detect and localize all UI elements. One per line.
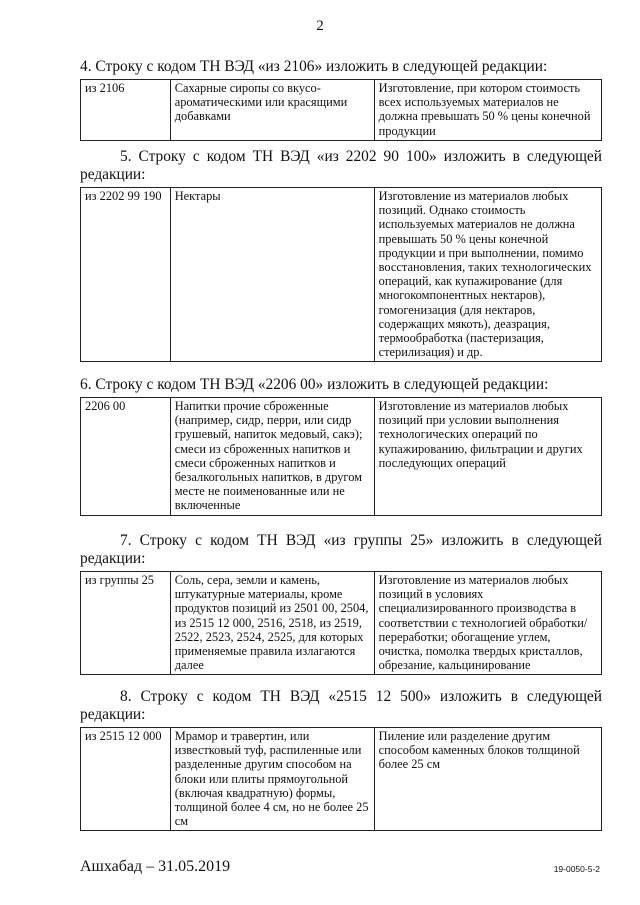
hs-code-cell: из 2106 bbox=[81, 80, 171, 141]
section-heading: 6. Строку с кодом ТН ВЭД «2206 00» изложить в следующей редакции: bbox=[80, 376, 549, 393]
product-description-cell: Соль, сера, земли и камень, штукатурные материалы, кроме продуктов позиций из 2501 00, 2504, из 2515 12 000, 2516, 2518, из 2519, 2522, 2523, 2524, 2525, для которых применяемые правила излагаются далее bbox=[170, 572, 374, 675]
product-description-cell: Нектары bbox=[170, 188, 374, 362]
section-heading: 5. Строку с кодом ТН ВЭД «из 2202 90 100» изложить в следующей редакции: bbox=[80, 148, 602, 183]
code-table bbox=[80, 187, 602, 362]
origin-rule-cell: Изготовление из материалов любых позиций при условии выполнения технологических операций по купажированию, фильтрации и других последующих операций bbox=[374, 398, 601, 516]
amendment-section-6 bbox=[80, 376, 602, 516]
amendment-section-4 bbox=[80, 58, 602, 141]
footer-place-date: Ашхабад – 31.05.2019 bbox=[80, 858, 231, 875]
origin-rule-cell: Изготовление, при котором стоимость всех используемых материалов не должна превышать 50 % цены конечной продукции bbox=[374, 80, 601, 141]
origin-rule-cell: Изготовление из материалов любых позиций. Однако стоимость используемых материалов не должна превышать 50 % цены конечной продукции и при выполнении, помимо восстановления, таких технологических операций, как купажирование (для многокомпонентных нектаров), гомогенизация (для нектаров, содержащих мякоть), деазрация, термообработка (пастеризация, стерилизация) и др. bbox=[374, 188, 601, 362]
code-table bbox=[80, 79, 602, 141]
table-row bbox=[81, 728, 602, 831]
table-row bbox=[81, 188, 602, 362]
origin-rule-cell: Изготовление из материалов любых позиций в условиях специализированного производства в соответствии с технологией обработки/переработки; обогащение углем, очистка, помолка твердых кристаллов, обрезание, кальцинирование bbox=[374, 572, 601, 675]
table-row bbox=[81, 572, 602, 675]
product-description-cell: Напитки прочие сброженные (например, сидр, перри, или сидр грушевый, напиток медовый, сакэ); смеси из сброженных напитков и смеси сброженных напитков и безалкогольных напитков, в другом месте не поименованные или не включенные bbox=[170, 398, 374, 516]
table-row bbox=[81, 398, 602, 516]
hs-code-cell: 2206 00 bbox=[81, 398, 171, 516]
hs-code-cell: из группы 25 bbox=[81, 572, 171, 675]
amendment-section-7 bbox=[80, 532, 602, 675]
code-table bbox=[80, 571, 602, 675]
amendment-section-5 bbox=[80, 148, 602, 362]
footer-document-code: 19-0050-5-2 bbox=[553, 864, 600, 874]
code-table bbox=[80, 397, 602, 516]
section-heading: 7. Строку с кодом ТН ВЭД «из группы 25» изложить в следующей редакции: bbox=[80, 532, 602, 567]
hs-code-cell: из 2515 12 000 bbox=[81, 728, 171, 831]
code-table bbox=[80, 727, 602, 831]
amendment-section-8 bbox=[80, 688, 602, 831]
table-row bbox=[81, 80, 602, 141]
section-heading: 8. Строку с кодом ТН ВЭД «2515 12 500» изложить в следующей редакции: bbox=[80, 688, 602, 723]
page-number: 2 bbox=[316, 18, 324, 34]
section-heading: 4. Строку с кодом ТН ВЭД «из 2106» изложить в следующей редакции: bbox=[80, 58, 548, 75]
hs-code-cell: из 2202 99 190 bbox=[81, 188, 171, 362]
origin-rule-cell: Пиление или разделение другим способом каменных блоков толщиной более 25 см bbox=[374, 728, 601, 831]
product-description-cell: Сахарные сиропы со вкусо-ароматическими или красящими добавками bbox=[170, 80, 374, 141]
product-description-cell: Мрамор и травертин, или известковый туф, распиленные или разделенные другим способом на блоки или плиты прямоугольной (включая квадратную) формы, толщиной более 4 см, но не более 25 см bbox=[170, 728, 374, 831]
